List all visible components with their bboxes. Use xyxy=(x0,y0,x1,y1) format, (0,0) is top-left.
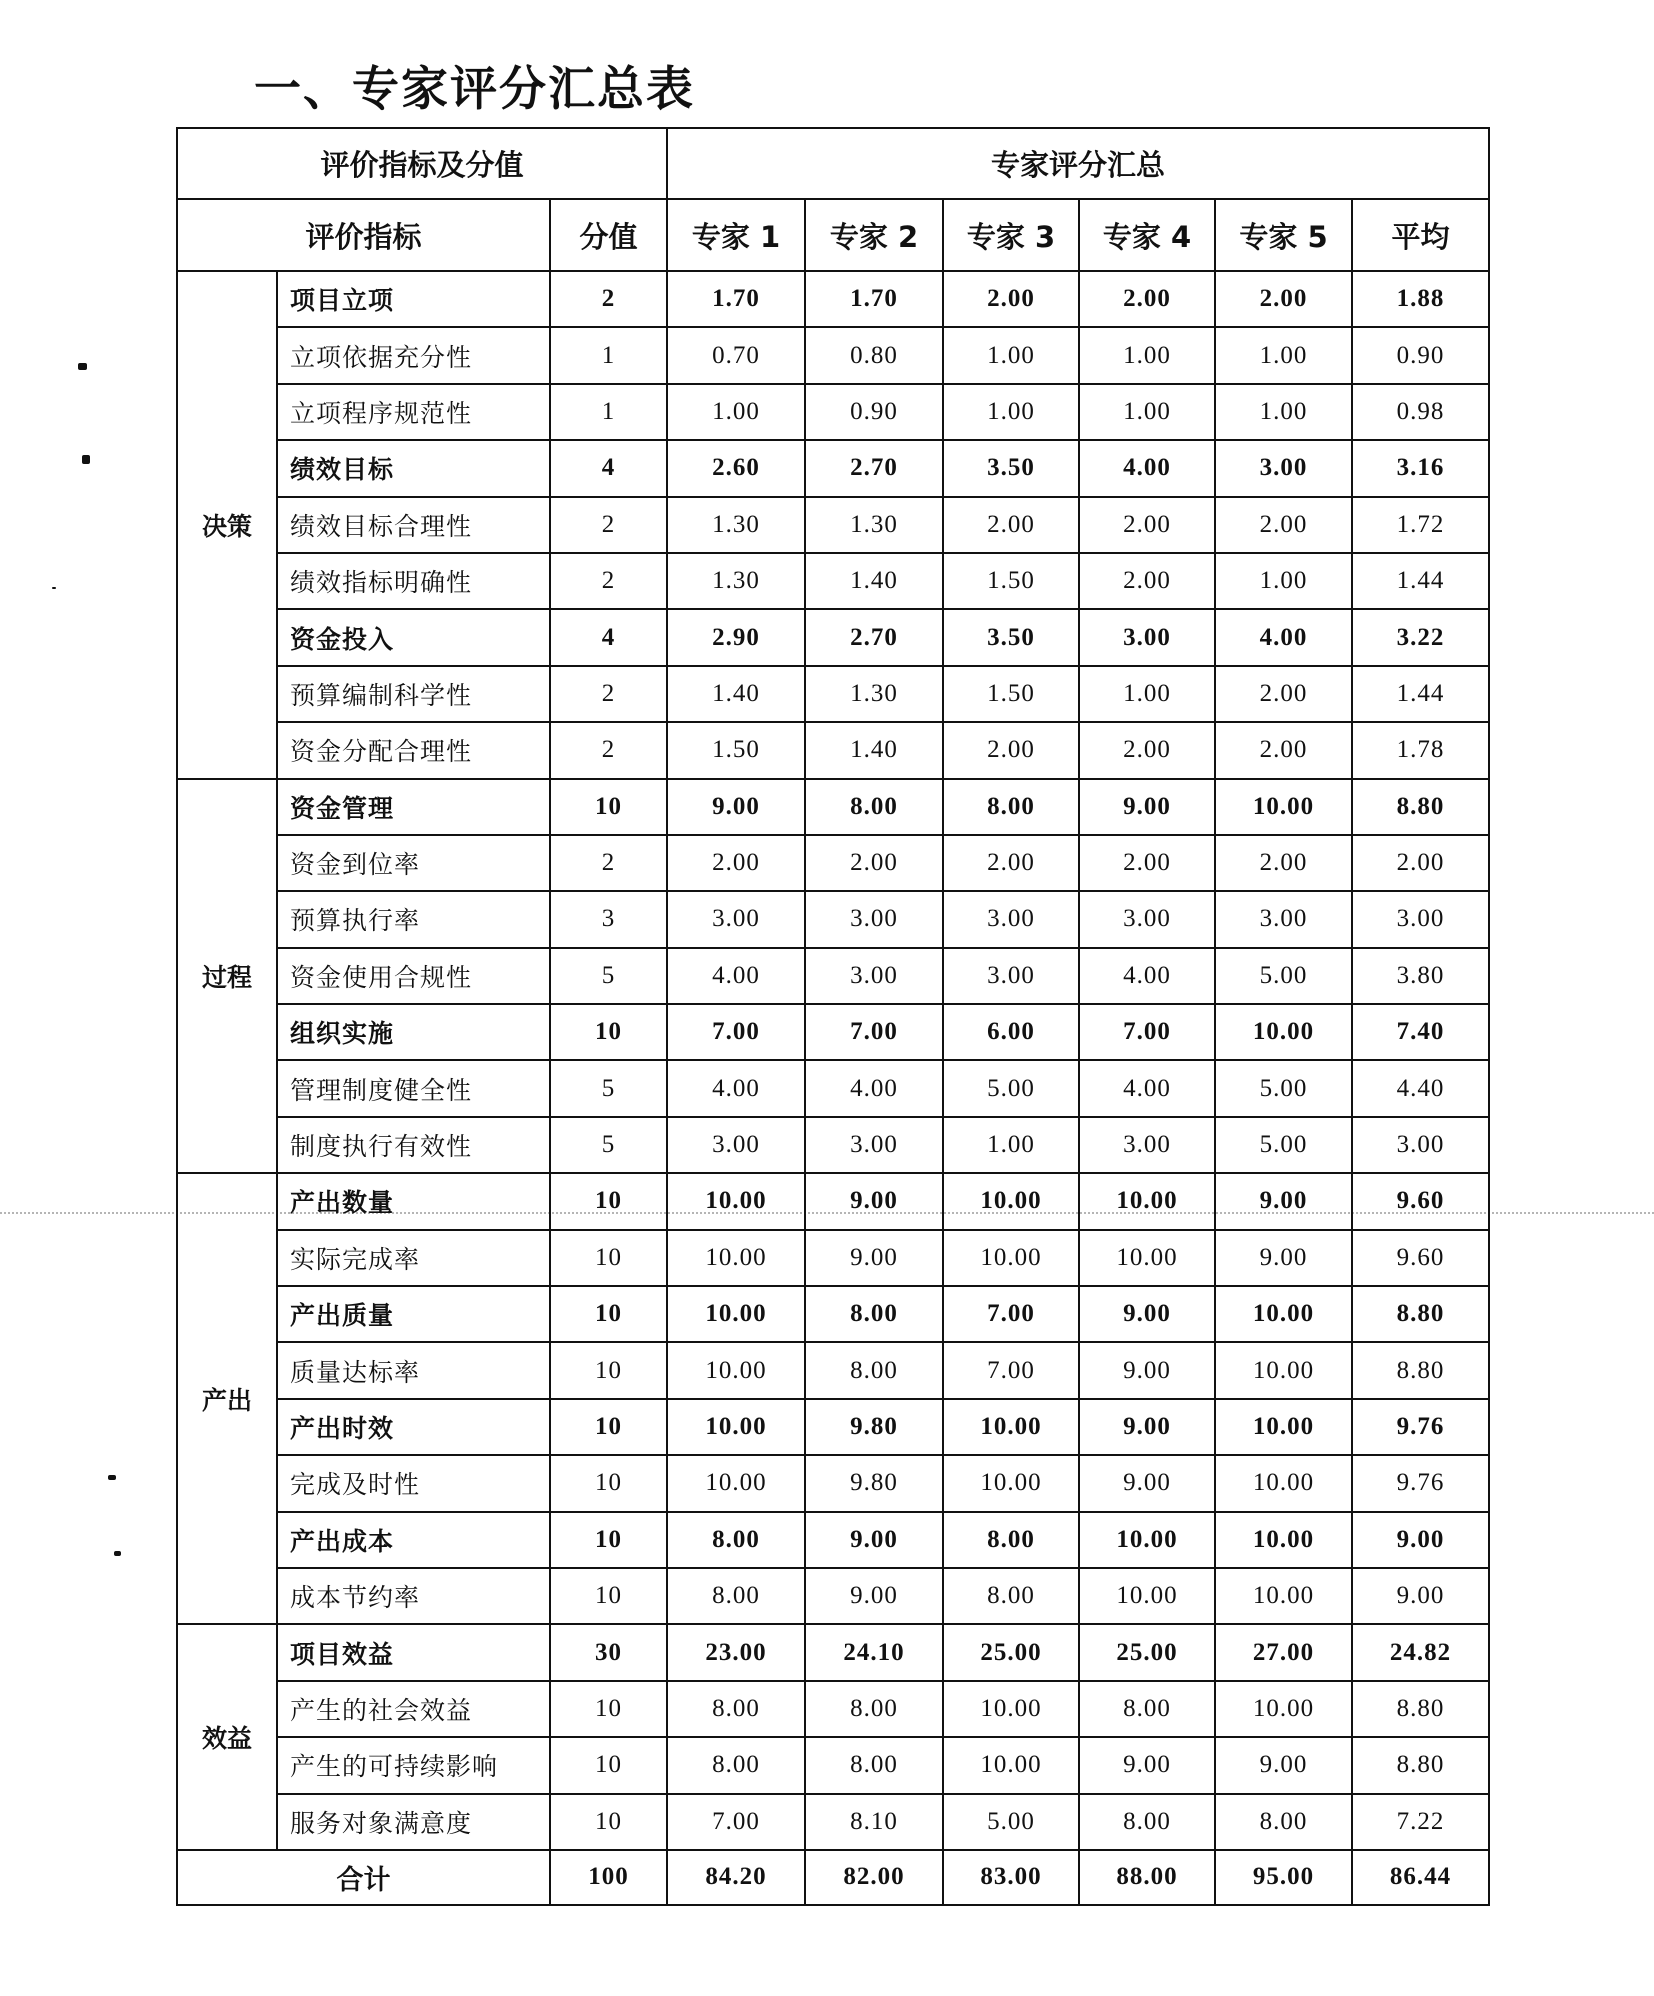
expert-1-score: 1.30 xyxy=(667,553,805,609)
expert-2-score: 1.40 xyxy=(805,722,943,778)
average-score: 1.88 xyxy=(1352,271,1489,327)
indicator-name: 资金到位率 xyxy=(277,835,550,891)
average-score: 3.80 xyxy=(1352,948,1489,1004)
table-row xyxy=(177,327,1489,383)
indicator-name: 产出质量 xyxy=(277,1286,550,1342)
expert-2-score: 8.00 xyxy=(805,1286,943,1342)
table-row xyxy=(177,835,1489,891)
average-score: 9.76 xyxy=(1352,1455,1489,1511)
expert-3-score: 3.50 xyxy=(943,609,1079,665)
expert-4-score: 10.00 xyxy=(1079,1568,1215,1624)
table-row xyxy=(177,1060,1489,1116)
category-cell: 产出 xyxy=(177,1173,277,1624)
table-row xyxy=(177,1737,1489,1793)
table-row xyxy=(177,948,1489,1004)
expert-1-score: 7.00 xyxy=(667,1794,805,1850)
expert-3-score: 1.00 xyxy=(943,327,1079,383)
expert-1-score: 23.00 xyxy=(667,1624,805,1680)
expert-5-score: 10.00 xyxy=(1215,779,1352,835)
expert-5-score: 1.00 xyxy=(1215,384,1352,440)
expert-2-score: 24.10 xyxy=(805,1624,943,1680)
expert-3-score: 2.00 xyxy=(943,835,1079,891)
indicator-name: 服务对象满意度 xyxy=(277,1794,550,1850)
expert-5-score: 10.00 xyxy=(1215,1512,1352,1568)
page-title: 一、专家评分汇总表 xyxy=(254,62,695,117)
expert-5-score: 10.00 xyxy=(1215,1568,1352,1624)
score-value: 10 xyxy=(550,1512,667,1568)
expert-4-score: 7.00 xyxy=(1079,1004,1215,1060)
score-value: 10 xyxy=(550,1455,667,1511)
indicator-name: 管理制度健全性 xyxy=(277,1060,550,1116)
expert-5-score: 2.00 xyxy=(1215,835,1352,891)
expert-4-score: 3.00 xyxy=(1079,891,1215,947)
expert-1-score: 10.00 xyxy=(667,1342,805,1398)
expert-2-score: 9.00 xyxy=(805,1173,943,1229)
average-score: 1.78 xyxy=(1352,722,1489,778)
expert-5-score: 10.00 xyxy=(1215,1399,1352,1455)
expert-4-score: 2.00 xyxy=(1079,722,1215,778)
score-value: 10 xyxy=(550,1230,667,1286)
indicator-name: 产出成本 xyxy=(277,1512,550,1568)
indicator-name: 产出时效 xyxy=(277,1399,550,1455)
expert-2-score: 8.10 xyxy=(805,1794,943,1850)
table-row xyxy=(177,271,1489,327)
expert-4-score: 10.00 xyxy=(1079,1512,1215,1568)
indicator-name: 实际完成率 xyxy=(277,1230,550,1286)
average-score: 9.60 xyxy=(1352,1230,1489,1286)
scan-speck xyxy=(78,363,87,370)
expert-5-score: 9.00 xyxy=(1215,1173,1352,1229)
expert-5-score: 1.00 xyxy=(1215,327,1352,383)
header-indicator: 评价指标 xyxy=(177,199,550,271)
table-row xyxy=(177,1399,1489,1455)
table-row xyxy=(177,1794,1489,1850)
expert-1-score: 3.00 xyxy=(667,1117,805,1173)
expert-1-score: 1.50 xyxy=(667,722,805,778)
expert-1-score: 1.30 xyxy=(667,497,805,553)
expert-2-score: 9.00 xyxy=(805,1568,943,1624)
expert-5-score: 4.00 xyxy=(1215,609,1352,665)
indicator-name: 项目立项 xyxy=(277,271,550,327)
expert-3-score: 3.50 xyxy=(943,440,1079,496)
total-expert-1: 84.20 xyxy=(667,1850,805,1905)
expert-2-score: 0.80 xyxy=(805,327,943,383)
expert-1-score: 1.70 xyxy=(667,271,805,327)
score-value: 10 xyxy=(550,1399,667,1455)
expert-1-score: 9.00 xyxy=(667,779,805,835)
average-score: 7.40 xyxy=(1352,1004,1489,1060)
header-expert-1: 专家 1 xyxy=(667,199,805,271)
header-indicator-group: 评价指标及分值 xyxy=(177,128,667,199)
expert-5-score: 27.00 xyxy=(1215,1624,1352,1680)
expert-4-score: 2.00 xyxy=(1079,497,1215,553)
indicator-name: 立项依据充分性 xyxy=(277,327,550,383)
expert-4-score: 2.00 xyxy=(1079,835,1215,891)
header-expert-5: 专家 5 xyxy=(1215,199,1352,271)
indicator-name: 制度执行有效性 xyxy=(277,1117,550,1173)
expert-4-score: 4.00 xyxy=(1079,948,1215,1004)
average-score: 1.72 xyxy=(1352,497,1489,553)
expert-5-score: 3.00 xyxy=(1215,891,1352,947)
indicator-name: 组织实施 xyxy=(277,1004,550,1060)
table-row xyxy=(177,666,1489,722)
score-value: 2 xyxy=(550,497,667,553)
expert-1-score: 8.00 xyxy=(667,1681,805,1737)
header-expert-2: 专家 2 xyxy=(805,199,943,271)
expert-2-score: 2.00 xyxy=(805,835,943,891)
expert-4-score: 9.00 xyxy=(1079,1737,1215,1793)
expert-5-score: 5.00 xyxy=(1215,948,1352,1004)
expert-4-score: 9.00 xyxy=(1079,1455,1215,1511)
expert-5-score: 1.00 xyxy=(1215,553,1352,609)
expert-2-score: 7.00 xyxy=(805,1004,943,1060)
expert-4-score: 4.00 xyxy=(1079,440,1215,496)
average-score: 1.44 xyxy=(1352,553,1489,609)
expert-4-score: 9.00 xyxy=(1079,1286,1215,1342)
total-score: 100 xyxy=(550,1850,667,1905)
header-expert-4: 专家 4 xyxy=(1079,199,1215,271)
indicator-name: 预算执行率 xyxy=(277,891,550,947)
average-score: 9.76 xyxy=(1352,1399,1489,1455)
expert-3-score: 10.00 xyxy=(943,1399,1079,1455)
expert-1-score: 3.00 xyxy=(667,891,805,947)
score-value: 5 xyxy=(550,1060,667,1116)
expert-1-score: 7.00 xyxy=(667,1004,805,1060)
expert-2-score: 8.00 xyxy=(805,1681,943,1737)
expert-2-score: 4.00 xyxy=(805,1060,943,1116)
table-row xyxy=(177,1624,1489,1680)
header-average: 平均 xyxy=(1352,199,1489,271)
expert-3-score: 25.00 xyxy=(943,1624,1079,1680)
indicator-name: 绩效目标合理性 xyxy=(277,497,550,553)
score-value: 10 xyxy=(550,1568,667,1624)
expert-1-score: 8.00 xyxy=(667,1737,805,1793)
scan-speck xyxy=(108,1475,116,1480)
expert-3-score: 7.00 xyxy=(943,1342,1079,1398)
expert-4-score: 8.00 xyxy=(1079,1794,1215,1850)
score-value: 1 xyxy=(550,327,667,383)
expert-4-score: 4.00 xyxy=(1079,1060,1215,1116)
indicator-name: 资金管理 xyxy=(277,779,550,835)
expert-5-score: 5.00 xyxy=(1215,1117,1352,1173)
score-value: 1 xyxy=(550,384,667,440)
indicator-name: 项目效益 xyxy=(277,1624,550,1680)
average-score: 8.80 xyxy=(1352,779,1489,835)
score-value: 2 xyxy=(550,835,667,891)
expert-5-score: 2.00 xyxy=(1215,722,1352,778)
category-cell: 效益 xyxy=(177,1624,277,1850)
score-value: 10 xyxy=(550,1004,667,1060)
table-row xyxy=(177,779,1489,835)
expert-3-score: 6.00 xyxy=(943,1004,1079,1060)
expert-1-score: 1.00 xyxy=(667,384,805,440)
header-row-columns xyxy=(177,199,1489,271)
expert-3-score: 8.00 xyxy=(943,1568,1079,1624)
expert-5-score: 10.00 xyxy=(1215,1286,1352,1342)
table-row xyxy=(177,1286,1489,1342)
indicator-name: 绩效指标明确性 xyxy=(277,553,550,609)
score-value: 10 xyxy=(550,1794,667,1850)
average-score: 2.00 xyxy=(1352,835,1489,891)
expert-4-score: 3.00 xyxy=(1079,1117,1215,1173)
expert-4-score: 8.00 xyxy=(1079,1681,1215,1737)
indicator-name: 绩效目标 xyxy=(277,440,550,496)
expert-2-score: 1.30 xyxy=(805,666,943,722)
expert-1-score: 2.00 xyxy=(667,835,805,891)
score-value: 2 xyxy=(550,666,667,722)
average-score: 24.82 xyxy=(1352,1624,1489,1680)
expert-3-score: 7.00 xyxy=(943,1286,1079,1342)
average-score: 0.90 xyxy=(1352,327,1489,383)
table-row xyxy=(177,440,1489,496)
expert-5-score: 10.00 xyxy=(1215,1455,1352,1511)
table-row xyxy=(177,497,1489,553)
indicator-name: 资金投入 xyxy=(277,609,550,665)
expert-5-score: 10.00 xyxy=(1215,1004,1352,1060)
expert-1-score: 4.00 xyxy=(667,948,805,1004)
expert-1-score: 2.60 xyxy=(667,440,805,496)
score-value: 10 xyxy=(550,1681,667,1737)
header-expert-group: 专家评分汇总 xyxy=(667,128,1489,199)
indicator-name: 预算编制科学性 xyxy=(277,666,550,722)
expert-2-score: 3.00 xyxy=(805,891,943,947)
table-row xyxy=(177,1681,1489,1737)
expert-1-score: 2.90 xyxy=(667,609,805,665)
expert-3-score: 1.50 xyxy=(943,666,1079,722)
score-value: 10 xyxy=(550,1173,667,1229)
expert-4-score: 2.00 xyxy=(1079,553,1215,609)
expert-5-score: 9.00 xyxy=(1215,1230,1352,1286)
total-average: 86.44 xyxy=(1352,1850,1489,1905)
expert-4-score: 25.00 xyxy=(1079,1624,1215,1680)
table-row xyxy=(177,1568,1489,1624)
score-value: 10 xyxy=(550,1286,667,1342)
score-value: 4 xyxy=(550,440,667,496)
expert-3-score: 1.50 xyxy=(943,553,1079,609)
expert-3-score: 10.00 xyxy=(943,1681,1079,1737)
indicator-name: 资金分配合理性 xyxy=(277,722,550,778)
scan-speck xyxy=(114,1551,121,1556)
score-value: 2 xyxy=(550,553,667,609)
expert-5-score: 2.00 xyxy=(1215,666,1352,722)
expert-3-score: 3.00 xyxy=(943,891,1079,947)
expert-3-score: 10.00 xyxy=(943,1737,1079,1793)
expert-2-score: 0.90 xyxy=(805,384,943,440)
average-score: 7.22 xyxy=(1352,1794,1489,1850)
indicator-name: 完成及时性 xyxy=(277,1455,550,1511)
expert-2-score: 9.00 xyxy=(805,1230,943,1286)
expert-1-score: 0.70 xyxy=(667,327,805,383)
score-value: 2 xyxy=(550,722,667,778)
average-score: 9.60 xyxy=(1352,1173,1489,1229)
total-label: 合计 xyxy=(177,1850,550,1905)
average-score: 8.80 xyxy=(1352,1737,1489,1793)
header-expert-3: 专家 3 xyxy=(943,199,1079,271)
expert-2-score: 3.00 xyxy=(805,948,943,1004)
average-score: 3.22 xyxy=(1352,609,1489,665)
total-expert-5: 95.00 xyxy=(1215,1850,1352,1905)
expert-1-score: 10.00 xyxy=(667,1230,805,1286)
indicator-name: 立项程序规范性 xyxy=(277,384,550,440)
expert-2-score: 9.80 xyxy=(805,1455,943,1511)
expert-3-score: 3.00 xyxy=(943,948,1079,1004)
expert-4-score: 10.00 xyxy=(1079,1173,1215,1229)
table-row xyxy=(177,1455,1489,1511)
expert-2-score: 8.00 xyxy=(805,1342,943,1398)
average-score: 1.44 xyxy=(1352,666,1489,722)
expert-4-score: 9.00 xyxy=(1079,779,1215,835)
expert-5-score: 2.00 xyxy=(1215,497,1352,553)
average-score: 8.80 xyxy=(1352,1286,1489,1342)
average-score: 3.00 xyxy=(1352,891,1489,947)
indicator-name: 产出数量 xyxy=(277,1173,550,1229)
expert-2-score: 8.00 xyxy=(805,1737,943,1793)
score-value: 5 xyxy=(550,1117,667,1173)
table-row xyxy=(177,1117,1489,1173)
expert-5-score: 9.00 xyxy=(1215,1737,1352,1793)
table-row xyxy=(177,1512,1489,1568)
expert-5-score: 10.00 xyxy=(1215,1342,1352,1398)
total-row xyxy=(177,1850,1489,1905)
expert-1-score: 10.00 xyxy=(667,1173,805,1229)
average-score: 8.80 xyxy=(1352,1681,1489,1737)
average-score: 3.00 xyxy=(1352,1117,1489,1173)
table-row xyxy=(177,891,1489,947)
expert-3-score: 10.00 xyxy=(943,1455,1079,1511)
scan-speck xyxy=(82,455,90,464)
expert-1-score: 1.40 xyxy=(667,666,805,722)
indicator-name: 产生的社会效益 xyxy=(277,1681,550,1737)
total-expert-3: 83.00 xyxy=(943,1850,1079,1905)
expert-3-score: 10.00 xyxy=(943,1230,1079,1286)
expert-1-score: 10.00 xyxy=(667,1399,805,1455)
expert-2-score: 1.70 xyxy=(805,271,943,327)
average-score: 4.40 xyxy=(1352,1060,1489,1116)
expert-4-score: 2.00 xyxy=(1079,271,1215,327)
score-value: 5 xyxy=(550,948,667,1004)
expert-5-score: 8.00 xyxy=(1215,1794,1352,1850)
expert-5-score: 2.00 xyxy=(1215,271,1352,327)
score-value: 10 xyxy=(550,1737,667,1793)
header-row-groups xyxy=(177,128,1489,199)
category-cell: 决策 xyxy=(177,271,277,779)
expert-2-score: 3.00 xyxy=(805,1117,943,1173)
score-value: 4 xyxy=(550,609,667,665)
expert-1-score: 10.00 xyxy=(667,1455,805,1511)
table-row xyxy=(177,722,1489,778)
score-value: 10 xyxy=(550,1342,667,1398)
expert-3-score: 10.00 xyxy=(943,1173,1079,1229)
expert-5-score: 3.00 xyxy=(1215,440,1352,496)
expert-3-score: 1.00 xyxy=(943,384,1079,440)
expert-3-score: 8.00 xyxy=(943,1512,1079,1568)
total-expert-2: 82.00 xyxy=(805,1850,943,1905)
expert-1-score: 4.00 xyxy=(667,1060,805,1116)
expert-2-score: 2.70 xyxy=(805,609,943,665)
expert-5-score: 10.00 xyxy=(1215,1681,1352,1737)
expert-2-score: 1.40 xyxy=(805,553,943,609)
score-value: 2 xyxy=(550,271,667,327)
expert-3-score: 5.00 xyxy=(943,1794,1079,1850)
expert-3-score: 8.00 xyxy=(943,779,1079,835)
score-value: 10 xyxy=(550,779,667,835)
expert-2-score: 9.00 xyxy=(805,1512,943,1568)
table-row xyxy=(177,1004,1489,1060)
expert-1-score: 10.00 xyxy=(667,1286,805,1342)
table-row xyxy=(177,1342,1489,1398)
table-row xyxy=(177,553,1489,609)
expert-5-score: 5.00 xyxy=(1215,1060,1352,1116)
indicator-name: 质量达标率 xyxy=(277,1342,550,1398)
expert-3-score: 2.00 xyxy=(943,271,1079,327)
indicator-name: 产生的可持续影响 xyxy=(277,1737,550,1793)
expert-2-score: 2.70 xyxy=(805,440,943,496)
table-row xyxy=(177,1173,1489,1229)
expert-2-score: 8.00 xyxy=(805,779,943,835)
score-value: 30 xyxy=(550,1624,667,1680)
expert-4-score: 3.00 xyxy=(1079,609,1215,665)
average-score: 0.98 xyxy=(1352,384,1489,440)
expert-score-summary-table xyxy=(176,127,1490,1906)
expert-4-score: 9.00 xyxy=(1079,1399,1215,1455)
expert-4-score: 9.00 xyxy=(1079,1342,1215,1398)
table-row xyxy=(177,384,1489,440)
average-score: 9.00 xyxy=(1352,1512,1489,1568)
expert-1-score: 8.00 xyxy=(667,1512,805,1568)
expert-4-score: 1.00 xyxy=(1079,384,1215,440)
expert-3-score: 2.00 xyxy=(943,497,1079,553)
expert-3-score: 2.00 xyxy=(943,722,1079,778)
header-score: 分值 xyxy=(550,199,667,271)
indicator-name: 成本节约率 xyxy=(277,1568,550,1624)
expert-4-score: 1.00 xyxy=(1079,327,1215,383)
expert-4-score: 10.00 xyxy=(1079,1230,1215,1286)
category-cell: 过程 xyxy=(177,779,277,1174)
average-score: 9.00 xyxy=(1352,1568,1489,1624)
indicator-name: 资金使用合规性 xyxy=(277,948,550,1004)
score-value: 3 xyxy=(550,891,667,947)
expert-3-score: 1.00 xyxy=(943,1117,1079,1173)
table-row xyxy=(177,609,1489,665)
expert-2-score: 9.80 xyxy=(805,1399,943,1455)
expert-2-score: 1.30 xyxy=(805,497,943,553)
total-expert-4: 88.00 xyxy=(1079,1850,1215,1905)
table-row xyxy=(177,1230,1489,1286)
average-score: 3.16 xyxy=(1352,440,1489,496)
expert-1-score: 8.00 xyxy=(667,1568,805,1624)
expert-4-score: 1.00 xyxy=(1079,666,1215,722)
average-score: 8.80 xyxy=(1352,1342,1489,1398)
expert-3-score: 5.00 xyxy=(943,1060,1079,1116)
scan-speck xyxy=(52,587,56,589)
